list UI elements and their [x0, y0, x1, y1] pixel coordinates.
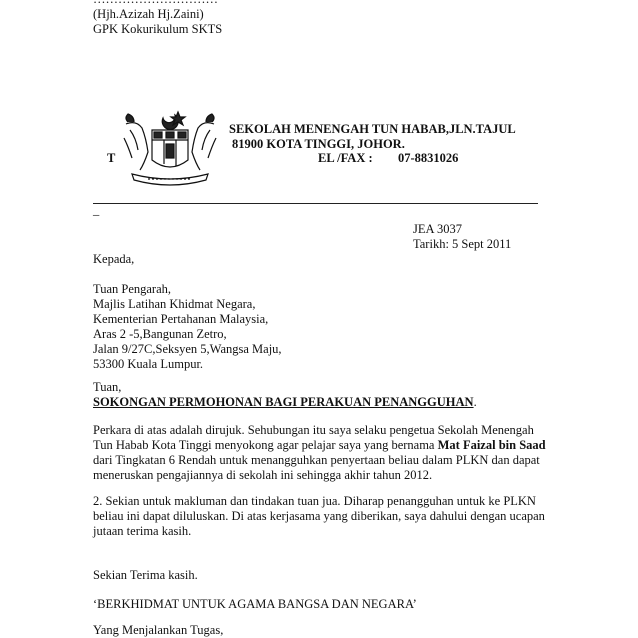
recipient-line: Tuan Pengarah,	[93, 282, 172, 296]
recipient-line: Aras 2 -5,Bangunan Zetro,	[93, 327, 227, 341]
subject-line	[93, 395, 477, 410]
kepada-label: Kepada,	[93, 252, 135, 266]
letterhead-divider	[93, 203, 538, 204]
letter-date: Tarikh: 5 Sept 2011	[413, 237, 512, 251]
recipient-line: 53300 Kuala Lumpur.	[93, 357, 204, 371]
subject-period: .	[473, 395, 477, 409]
closing-line: Sekian Terima kasih.	[93, 568, 198, 582]
malaysia-coat-of-arms-icon	[118, 108, 222, 188]
student-name: Mat Faizal bin Saad	[437, 438, 546, 452]
subject-text: SOKONGAN PERMOHONAN BAGI PERAKUAN PENANGGUHAN	[93, 395, 474, 409]
tel-fax-label: EL /FAX :	[318, 151, 373, 165]
recipient-line: Kementerian Pertahanan Malaysia,	[93, 312, 269, 326]
body-paragraph-1	[93, 423, 548, 483]
recipient-line: Jalan 9/27C,Seksyen 5,Wangsa Maju,	[93, 342, 282, 356]
signatory-name: (Hjh.Azizah Hj.Zaini)	[93, 7, 204, 21]
school-address: 81900 KOTA TINGGI, JOHOR.	[232, 137, 405, 151]
tel-prefix: T	[107, 151, 116, 165]
signature-dots	[93, 0, 218, 7]
body-paragraph-2: 2. Sekian untuk makluman dan tindakan tuan jua. Diharap penangguhan untuk ke PLKN beliau ini dapat diluluskan. Di atas kerjasama yang diberikan, saya dahului dengan ucapan jutaan terima kasih.	[93, 494, 545, 538]
recipient-line: Majlis Latihan Khidmat Negara,	[93, 297, 256, 311]
signatory-role: GPK Kokurikulum SKTS	[93, 22, 223, 36]
motto: ‘BERKHIDMAT UNTUK AGAMA BANGSA DAN NEGARA’	[93, 597, 417, 611]
tel-fax-number: 07-8831026	[398, 151, 459, 165]
cutoff-line: Yang Menjalankan Tugas,	[93, 623, 224, 637]
reference-number: JEA 3037	[413, 222, 462, 236]
p1-text-a: Perkara di atas adalah dirujuk. Sehubungan itu saya selaku pengetua Sekolah Menengah Tun Habab Kota Tinggi menyokong agar pelajar saya yang bernama	[93, 423, 534, 452]
divider-underscore: _	[93, 203, 100, 217]
salutation: Tuan,	[93, 380, 122, 394]
p1-text-b: dari Tingkatan 6 Rendah untuk menangguhkan penyertaan beliau dalam PLKN dan dapat meneruskan pengajiannya di sekolah ini sehingga akhir tahun 2012.	[93, 453, 540, 482]
school-name: SEKOLAH MENENGAH TUN HABAB,JLN.TAJUL	[229, 122, 516, 136]
